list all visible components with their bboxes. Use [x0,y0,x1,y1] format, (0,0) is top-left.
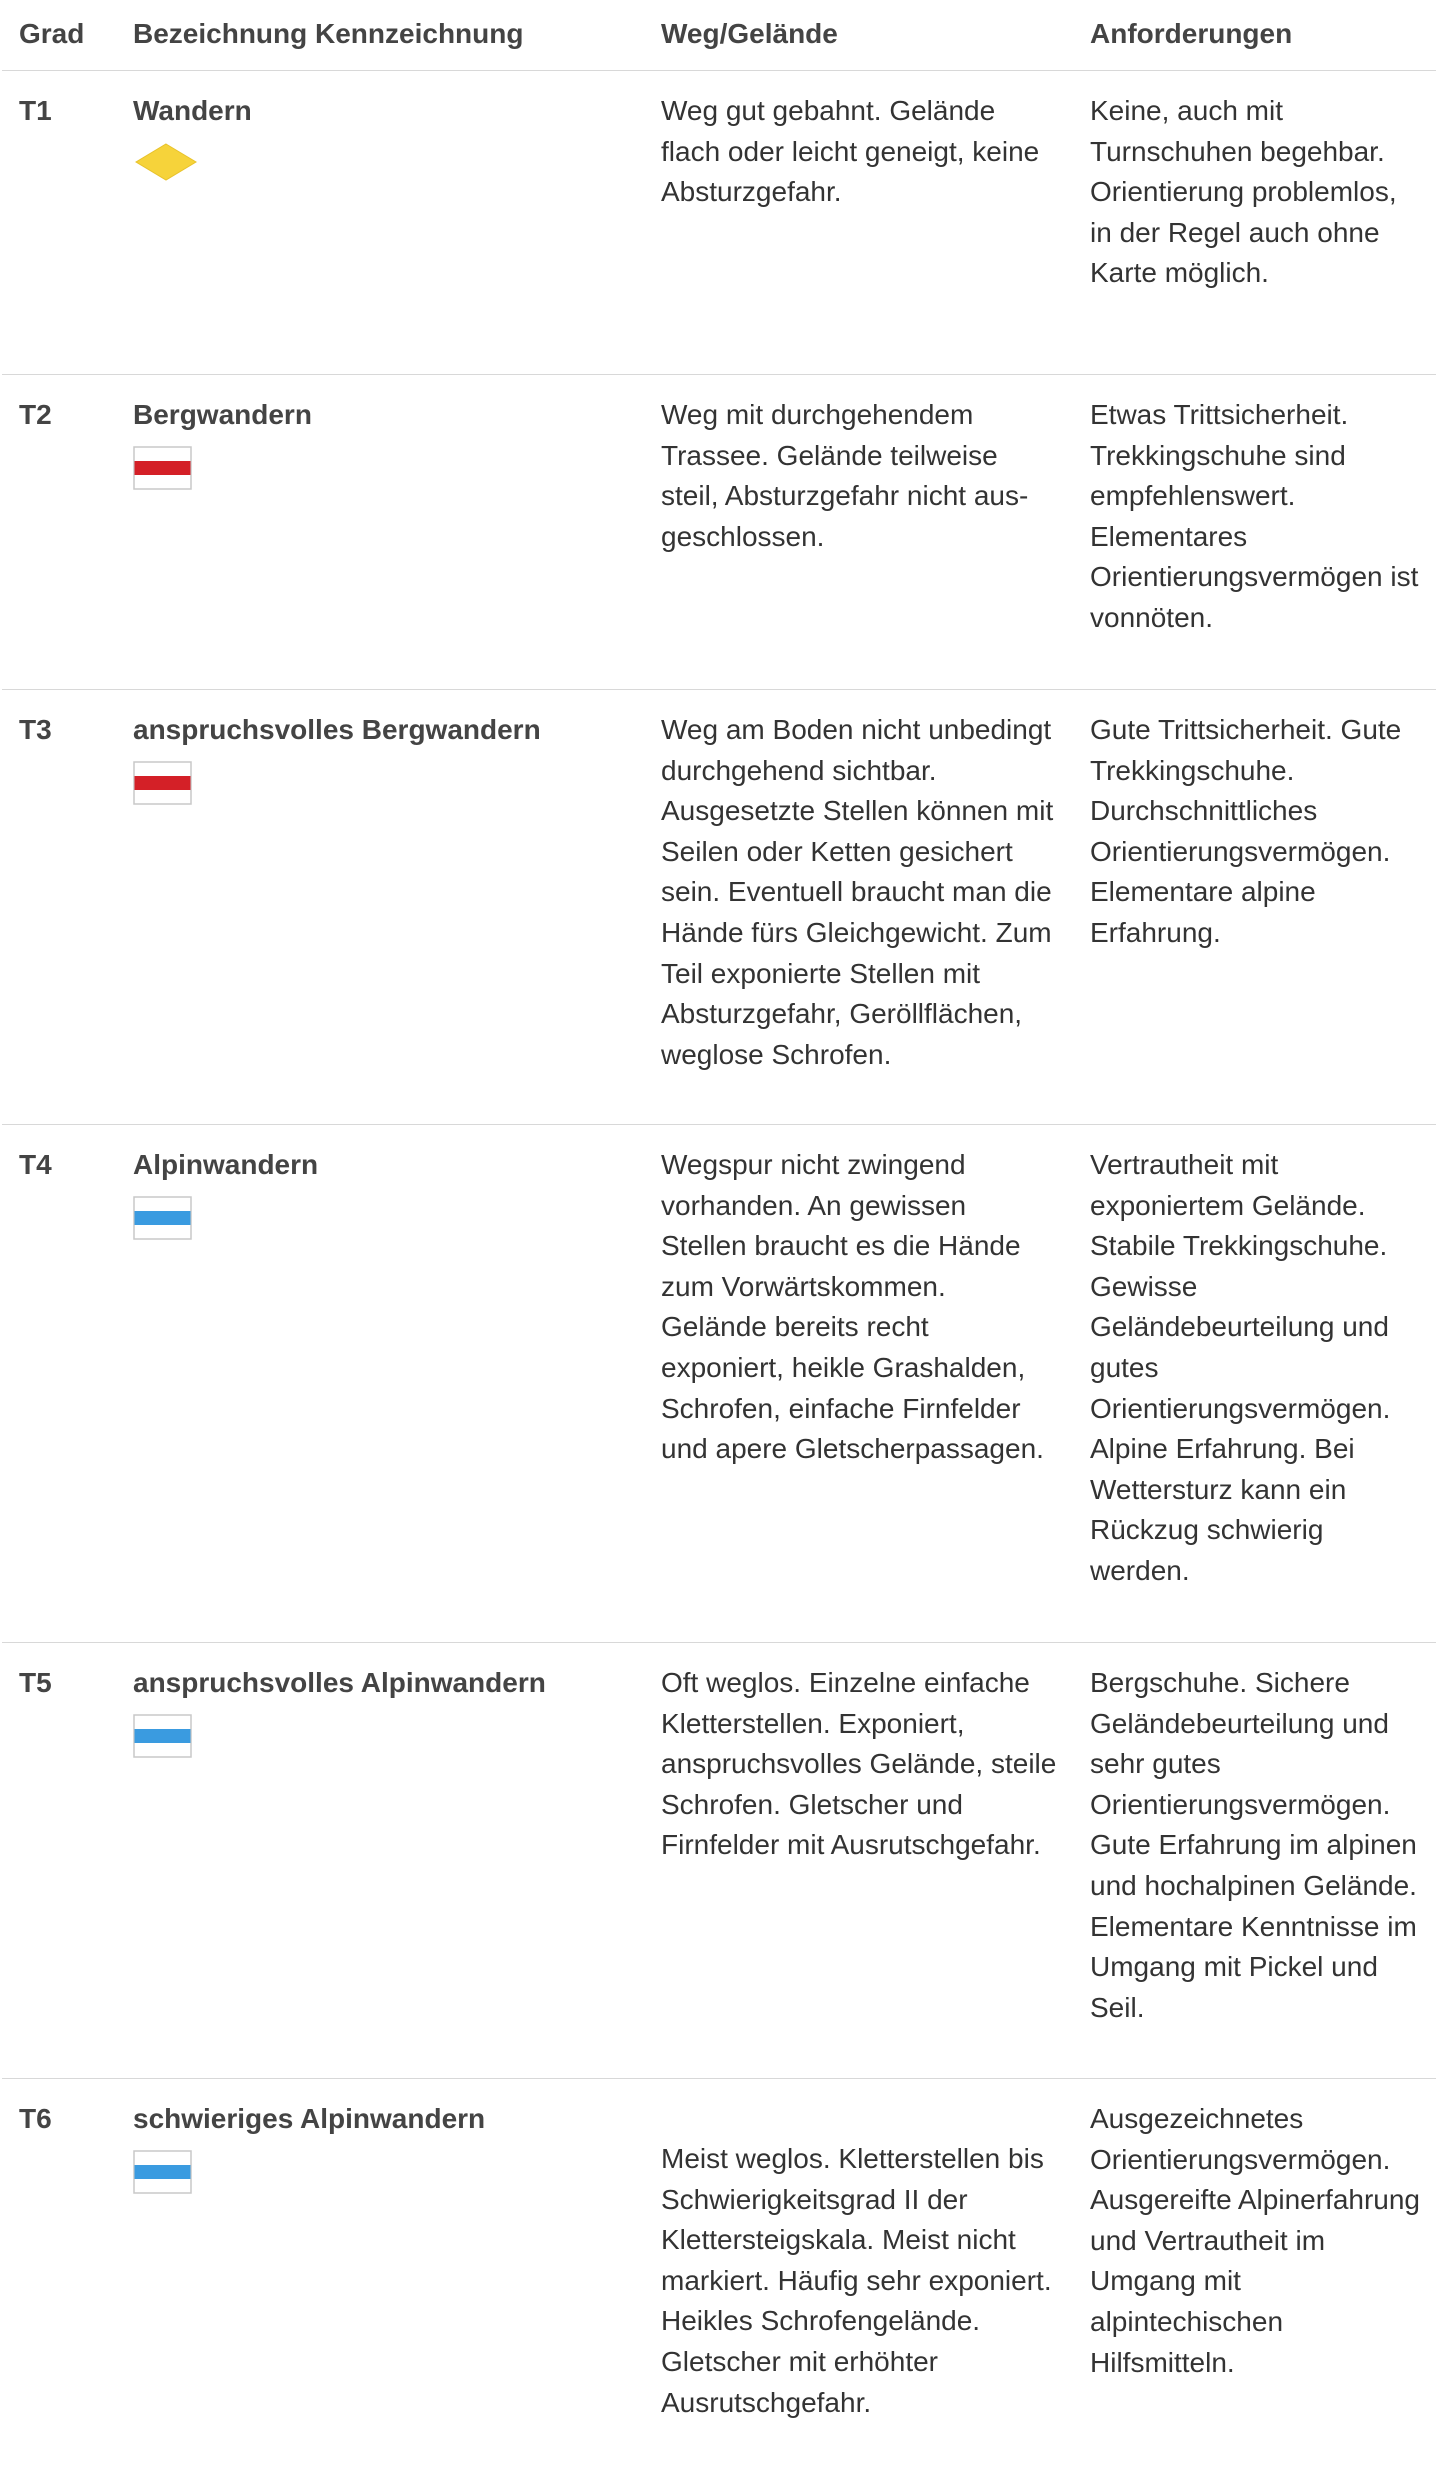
table-row [2,71,1436,375]
white-red-white-flag-icon [133,761,193,805]
name-cell [118,1643,644,2079]
table-row [2,2079,1436,2479]
difficulty-table [2,0,1436,2479]
header-bezeichnung: Bezeichnung Kennzeichnung [118,0,644,71]
route-name: schwieriges Alpinwandern [133,2099,630,2140]
route-name: anspruchsvolles Alpinwandern [133,1663,630,1704]
weg-cell: Meist weglos. Kletterstellen bis Schwierigkeitsgrad II der Klettersteigskala. Meist nicht markiert. Häufig sehr exponiert. Heikles Schrofengelände. Gletscher mit erhöhter Ausrutschgefahr. [644,2079,1073,2479]
header-grad: Grad [2,0,118,71]
anforderungen-cell: Gute Trittsicherheit. Gute Trekkingschuhe. Durchschnittliches Orientierungsvermögen. Elementare alpine Erfahrung. [1073,690,1436,1125]
grad-cell: T5 [2,1643,118,2079]
route-name: Wandern [133,91,630,132]
name-cell [118,690,644,1125]
table-header-row [2,0,1436,71]
header-anforderungen: Anforderungen [1073,0,1436,71]
route-name: anspruchsvolles Bergwandern [133,710,630,751]
table-row [2,375,1436,690]
name-cell [118,375,644,690]
weg-cell: Weg gut gebahnt. Gelände flach oder leicht geneigt, keine Absturzgefahr. [644,71,1073,375]
route-name: Alpinwandern [133,1145,630,1186]
anforderungen-cell: Ausgezeichnetes Orientierungsvermögen. Ausgereifte Alpinerfahrung und Vertrautheit im Umgang mit alpintechischen Hilfsmitteln. [1073,2079,1436,2479]
name-cell [118,71,644,375]
grad-cell: T1 [2,71,118,375]
table-row [2,690,1436,1125]
header-weg: Weg/Gelände [644,0,1073,71]
anforderungen-cell: Keine, auch mit Turnschuhen begehbar. Orientierung problemlos, in der Regel auch ohne Karte möglich. [1073,71,1436,375]
table-row [2,1643,1436,2079]
white-blue-white-flag-icon [133,2150,193,2194]
grad-cell: T2 [2,375,118,690]
white-blue-white-flag-icon [133,1714,193,1758]
grad-cell: T3 [2,690,118,1125]
weg-cell: Weg mit durchgehendem Trassee. Gelände teilweise steil, Absturzgefahr nicht aus-geschlossen. [644,375,1073,690]
weg-cell: Wegspur nicht zwingend vorhanden. An gewissen Stellen braucht es die Hände zum Vorwärtskommen. Gelände bereits recht exponiert, heikle Grashalden, Schrofen, einfache Firnfelder und apere Gletscherpassagen. [644,1125,1073,1643]
anforderungen-cell: Etwas Trittsicherheit. Trekkingschuhe sind empfehlenswert. Elementares Orientierungsvermögen ist vonnöten. [1073,375,1436,690]
grad-cell: T4 [2,1125,118,1643]
grad-cell: T6 [2,2079,118,2479]
white-blue-white-flag-icon [133,1196,193,1240]
name-cell [118,1125,644,1643]
table-row [2,1125,1436,1643]
route-name: Bergwandern [133,395,630,436]
anforderungen-cell: Vertrautheit mit exponiertem Gelände. Stabile Trekkingschuhe. Gewisse Geländebeurteilung und gutes Orientierungsvermögen. Alpine Erfahrung. Bei Wettersturz kann ein Rückzug schwierig werden. [1073,1125,1436,1643]
weg-cell: Oft weglos. Einzelne einfache Kletterstellen. Exponiert, anspruchsvolles Gelände, steile Schrofen. Gletscher und Firnfelder mit Ausrutschgefahr. [644,1643,1073,2079]
weg-cell: Weg am Boden nicht unbedingt durchgehend sichtbar. Ausgesetzte Stellen können mit Seilen oder Ketten gesichert sein. Eventuell braucht man die Hände fürs Gleichgewicht. Zum Teil exponierte Stellen mit Absturzgefahr, Geröllflächen, weglose Schrofen. [644,690,1073,1125]
name-cell [118,2079,644,2479]
white-red-white-flag-icon [133,446,193,490]
anforderungen-cell: Bergschuhe. Sichere Geländebeurteilung und sehr gutes Orientierungsvermögen. Gute Erfahrung im alpinen und hochalpinen Gelände. Elementare Kenntnisse im Umgang mit Pickel und Seil. [1073,1643,1436,2079]
yellow-diamond-icon [133,142,199,182]
